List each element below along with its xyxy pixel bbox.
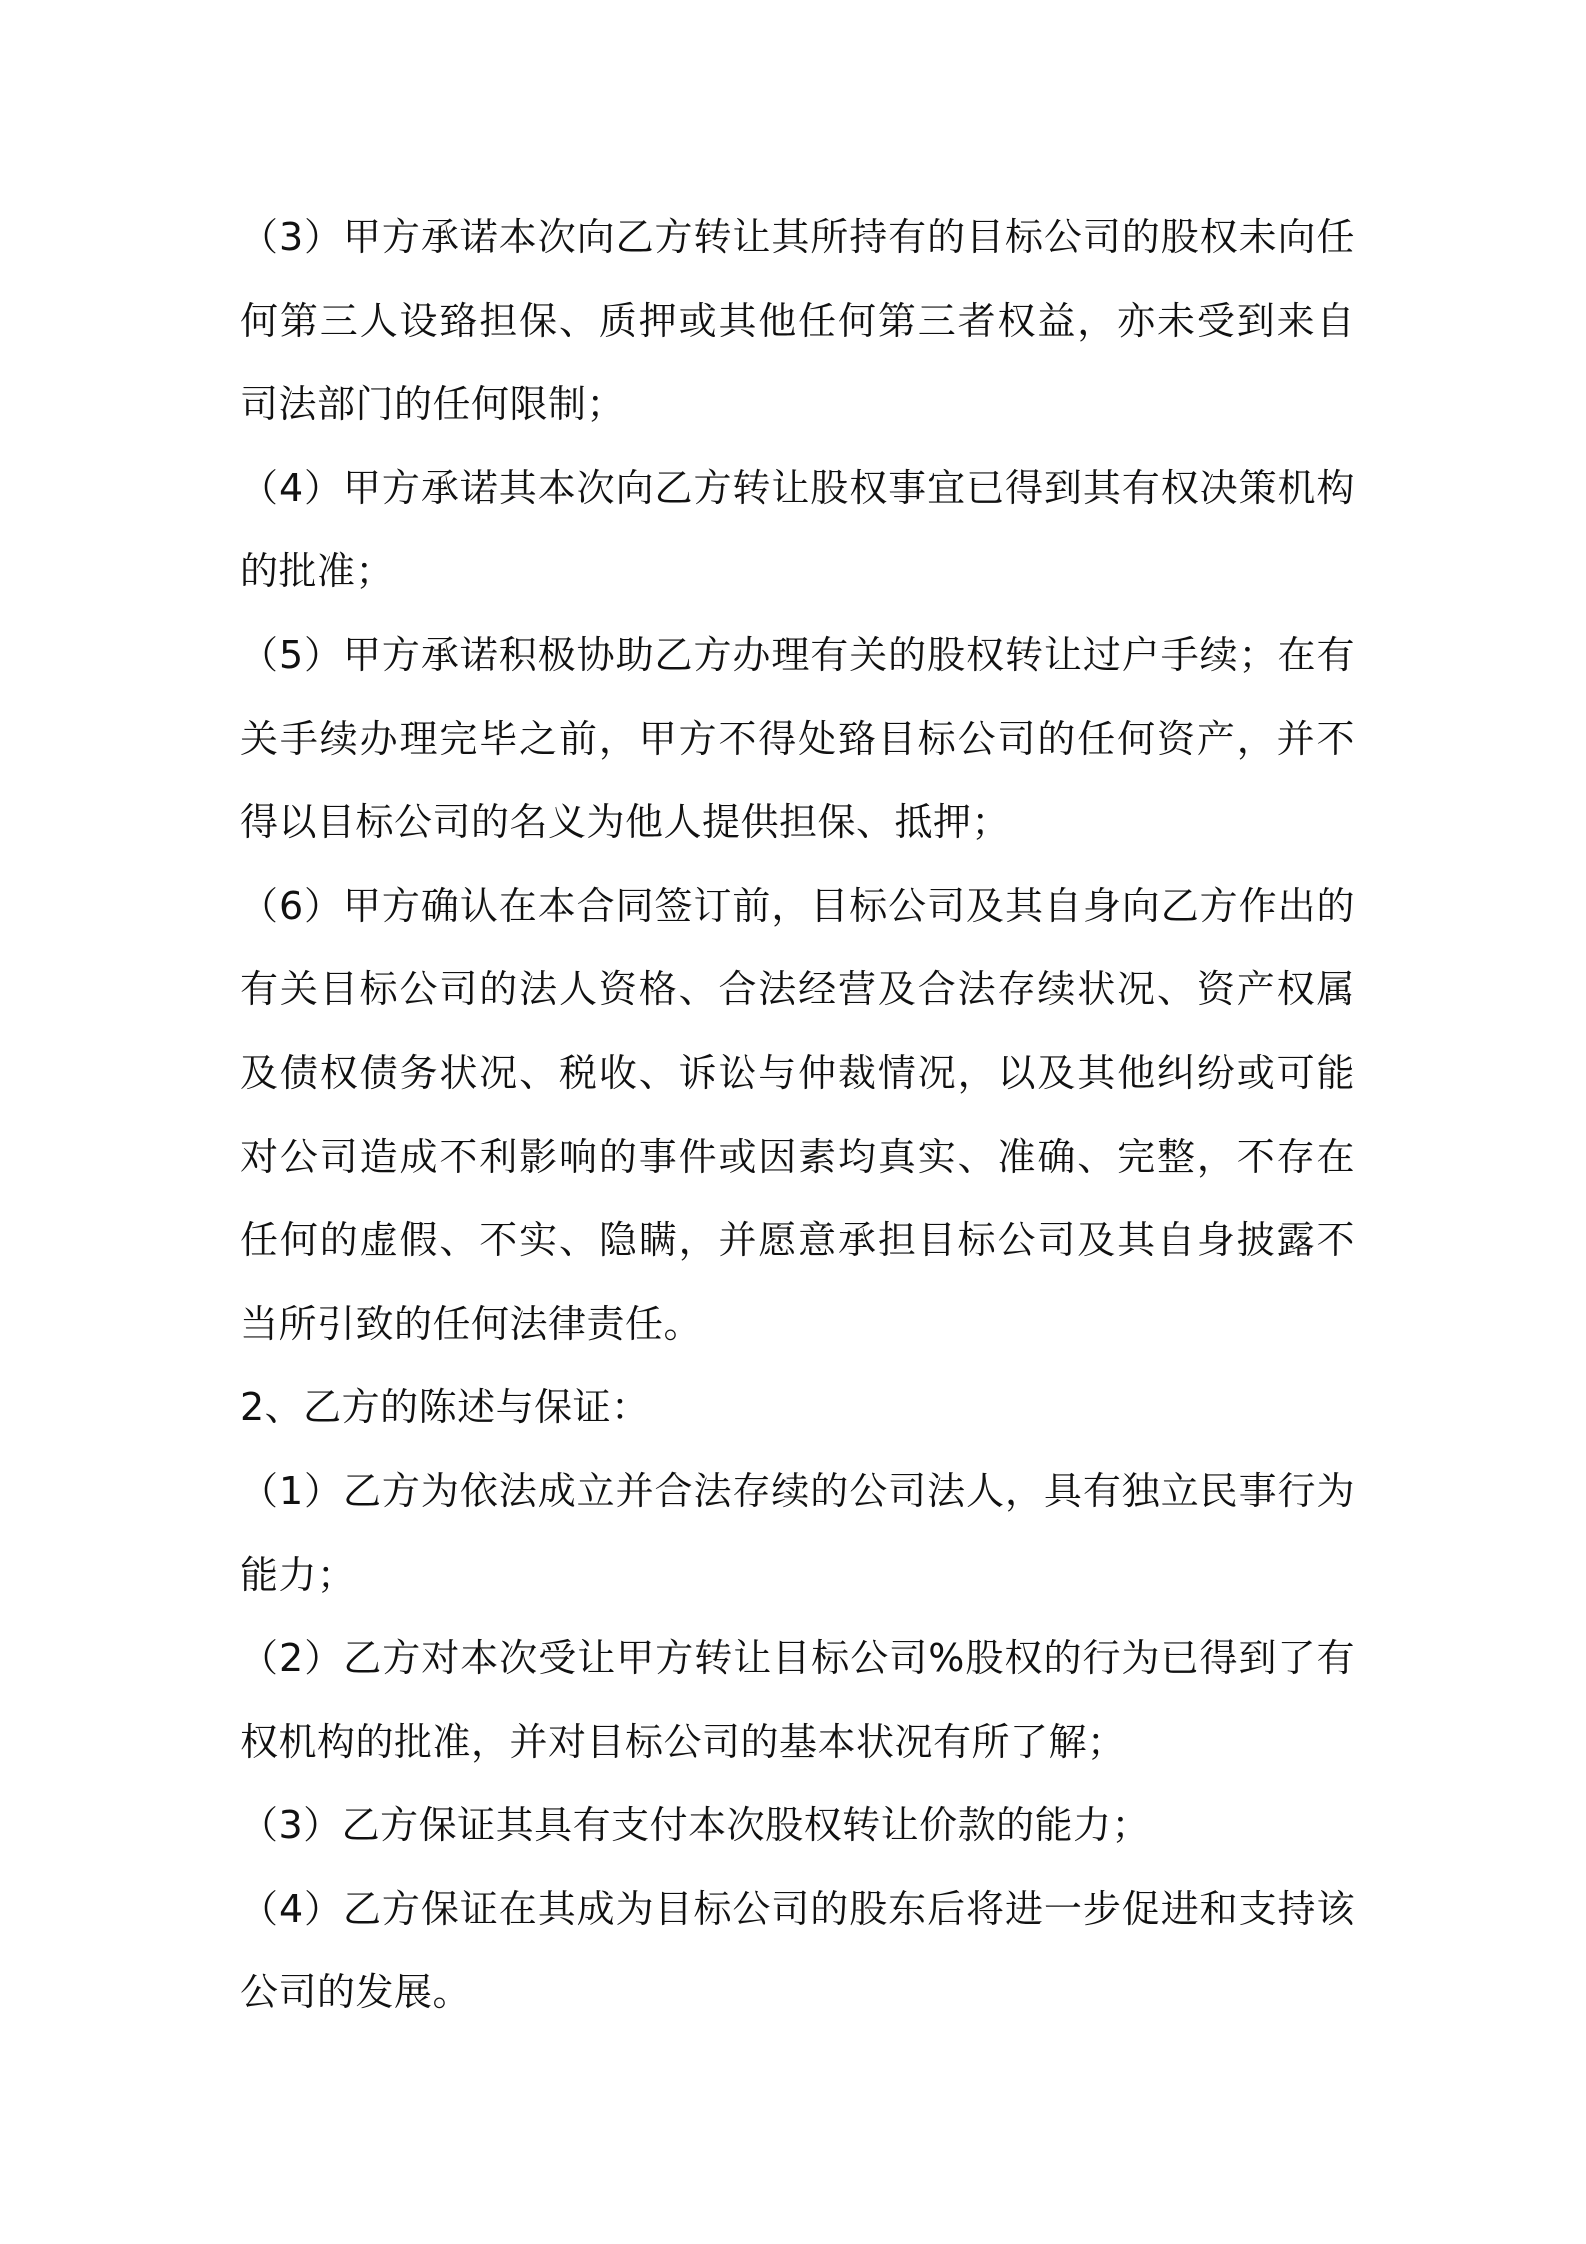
clause-party-a-6: （6）甲方确认在本合同签订前，目标公司及其自身向乙方作出的有关目标公司的法人资格、合法经营及合法存续状况、资产权属及债权债务状况、税收、诉讼与仲裁情况，以及其他纠纷或可能对公司造成不利影响的事件或因素均真实、准确、完整，不存在任何的虚假、不实、隐瞒，并愿意承担目标公司及其自身披露不当所引致的任何法律责任。 — [240, 883, 1355, 1346]
section-heading-party-b: 2、乙方的陈述与保证： — [240, 1385, 650, 1430]
clause-party-a-3: （3）甲方承诺本次向乙方转让其所持有的目标公司的股权未向任何第三人设臵担保、质押或其他任何第三者权益，亦未受到来自司法部门的任何限制； — [240, 215, 1355, 427]
clause-party-b-2: （2）乙方对本次受让甲方转让目标公司%股权的行为已得到了有权机构的批准，并对目标公司的基本状况有所了解； — [240, 1636, 1355, 1764]
clause-party-a-4: （4）甲方承诺其本次向乙方转让股权事宜已得到其有权决策机构的批准； — [240, 465, 1355, 594]
clause-party-b-3: （3）乙方保证其具有支付本次股权转让价款的能力； — [240, 1803, 1151, 1848]
clause-party-b-1: （1）乙方为依法成立并合法存续的公司法人，具有独立民事行为能力； — [240, 1468, 1355, 1597]
clause-party-a-5: （5）甲方承诺积极协助乙方办理有关的股权转让过户手续；在有关手续办理完毕之前，甲方不得处臵目标公司的任何资产，并不得以目标公司的名义为他人提供担保、抵押； — [240, 632, 1355, 845]
document-body — [240, 196, 1355, 2035]
clause-party-b-4: （4）乙方保证在其成为目标公司的股东后将进一步促进和支持该公司的发展。 — [240, 1886, 1355, 2015]
